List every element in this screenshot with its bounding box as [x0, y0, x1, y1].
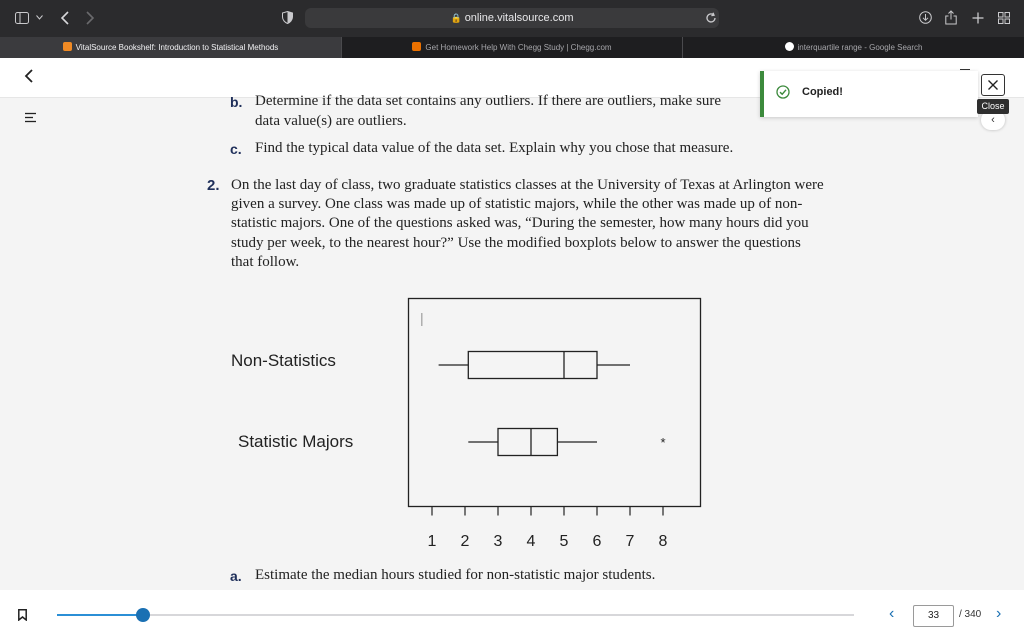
question-1b-text-line1: Determine if the data set contains any outliers. If there are outliers, make sure — [255, 93, 722, 109]
chevron-down-icon[interactable] — [36, 15, 43, 20]
next-page-button[interactable]: › — [996, 605, 1002, 622]
x-tick-label: 3 — [493, 533, 503, 550]
question-2a-text: Estimate the median hours studied for non-statistic major students. — [255, 567, 656, 583]
url-text: online.vitalsource.com — [464, 12, 574, 24]
tab-chegg[interactable] — [342, 37, 682, 58]
toast-top-dash — [960, 69, 970, 70]
question-1c-text: Find the typical data value of the data set. Explain why you chose that measure. — [255, 140, 734, 156]
tab-label: interquartile range - Google Search — [797, 43, 923, 52]
address-bar[interactable] — [305, 8, 719, 28]
x-tick-label: 1 — [427, 533, 437, 550]
reload-icon[interactable] — [705, 12, 717, 24]
question-2-line: study per week, to the nearest hour?” Use the modified boxplots below to answer the questions — [231, 235, 801, 251]
question-2-line: given a survey. One class was made up of statistic majors, while the other was made up of non- — [231, 196, 803, 212]
browser-toolbar — [0, 0, 1024, 37]
box — [468, 352, 597, 379]
series-label-non-statistics: Non-Statistics — [231, 351, 336, 370]
table-of-contents-icon[interactable] — [25, 112, 36, 123]
shield-icon[interactable] — [282, 11, 293, 24]
share-icon[interactable] — [945, 10, 957, 25]
lock-icon: 🔒 — [450, 13, 462, 23]
page-number-input[interactable]: 33 — [913, 605, 954, 627]
box — [498, 429, 557, 456]
reader-footer — [0, 590, 1024, 640]
close-button[interactable] — [981, 74, 1005, 96]
question-1c-label: c. — [230, 141, 242, 157]
forward-icon[interactable] — [86, 11, 94, 25]
bookmark-icon[interactable] — [18, 609, 27, 621]
stray-mark: | — [420, 310, 424, 326]
series-label-statistic-majors: Statistic Majors — [238, 432, 354, 451]
tab-overview-icon[interactable] — [998, 12, 1010, 24]
question-1b-text-line2: data value(s) are outliers. — [255, 113, 407, 129]
prev-page-button[interactable]: ‹ — [889, 605, 895, 622]
close-icon — [988, 80, 998, 90]
new-tab-icon[interactable] — [972, 12, 984, 24]
slider-thumb[interactable] — [136, 608, 150, 622]
plot-frame — [409, 299, 701, 507]
tab-label: Get Homework Help With Chegg Study | Chegg.com — [425, 43, 612, 52]
x-tick-label: 5 — [559, 533, 569, 550]
question-2-line: that follow. — [231, 254, 300, 270]
collapse-back-icon[interactable] — [24, 69, 34, 83]
google-favicon-icon — [785, 42, 794, 51]
vitalsource-favicon-icon — [63, 42, 72, 51]
x-tick-label: 2 — [460, 533, 470, 550]
x-tick-label: 6 — [592, 533, 602, 550]
close-tooltip: Close — [977, 99, 1009, 114]
copied-toast — [760, 71, 978, 117]
outlier-marker: * — [660, 435, 666, 450]
tab-vitalsource[interactable] — [0, 37, 341, 58]
tab-label: VitalSource Bookshelf: Introduction to Statistical Methods — [75, 43, 279, 52]
question-2-line: On the last day of class, two graduate statistics classes at the University of Texas at Arlington were — [231, 177, 824, 193]
sidebar-icon[interactable] — [15, 12, 29, 24]
question-2-line: statistic majors. One of the questions asked was, “During the semester, how many hours did you — [231, 215, 809, 231]
check-circle-icon — [776, 85, 790, 99]
page-progress-slider[interactable] — [57, 614, 854, 616]
question-1b-label: b. — [230, 94, 243, 110]
tab-strip — [0, 37, 1024, 58]
boxplot-chart — [400, 290, 710, 560]
question-2-number: 2. — [207, 177, 220, 194]
x-tick-label: 8 — [658, 533, 668, 550]
x-tick-label: 7 — [625, 533, 635, 550]
chevron-left-icon: ‹ — [991, 114, 995, 126]
back-icon[interactable] — [61, 11, 69, 25]
slider-fill — [57, 614, 143, 616]
toast-message: Copied! — [802, 86, 843, 98]
chegg-favicon-icon — [412, 42, 421, 51]
page-total: / 340 — [959, 609, 982, 620]
tab-google[interactable] — [683, 37, 1024, 58]
download-icon[interactable] — [919, 11, 932, 24]
question-2a-label: a. — [230, 568, 242, 584]
x-tick-label: 4 — [526, 533, 536, 550]
